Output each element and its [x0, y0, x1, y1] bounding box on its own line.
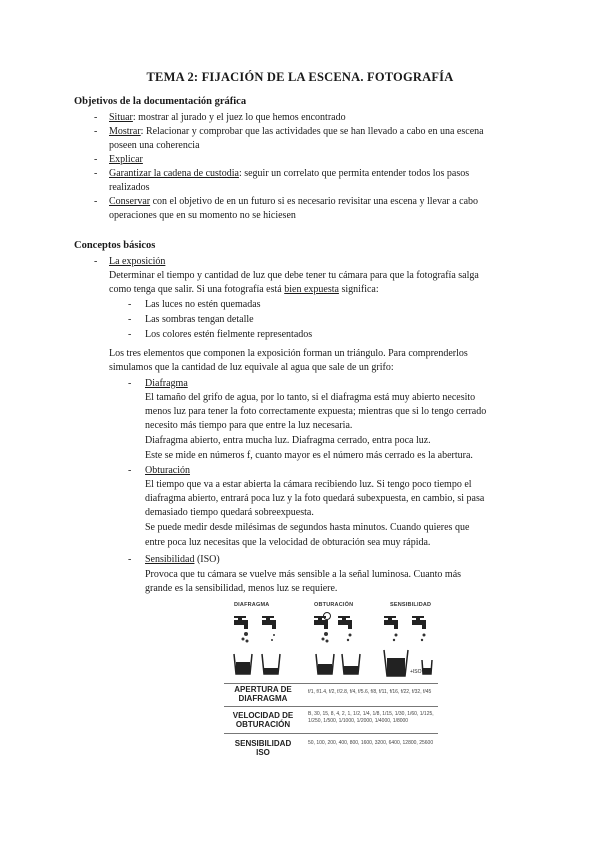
faucet-icon	[384, 616, 398, 629]
item-text: : mostrar al jurado y el juez lo que hemos encontrado	[132, 112, 346, 123]
subheading-sensibilidad	[145, 553, 220, 567]
section-heading-conceptos: Conceptos básicos	[74, 240, 156, 251]
figure-header-obturacion: OBTURACIÓN	[314, 602, 354, 608]
obturacion-text: demasiado tiempo quedará sobreexpuesta.	[145, 507, 314, 518]
faucet-icon	[412, 616, 426, 629]
list-item	[109, 111, 346, 125]
item-term: Mostrar	[109, 126, 141, 137]
iso-tag: +ISO	[410, 669, 422, 675]
figure-header-diafragma: DIAFRAGMA	[234, 602, 270, 608]
subheading-diafragma: Diafragma	[145, 378, 188, 389]
text: como tenga que salir. Si una fotografía está	[109, 284, 285, 295]
list-dash: -	[94, 154, 98, 165]
text: significa:	[338, 284, 379, 295]
sensibilidad-text: Provoca que tu cámara se vuelve más sensible a la señal luminosa. Cuanto más	[145, 569, 462, 580]
item-term: Conservar	[109, 196, 151, 207]
figure-header-sensibilidad: SENSIBILIDAD	[390, 602, 432, 608]
item-text: : seguir un correlato que permita entender todos los pasos	[238, 168, 470, 179]
water-drop-icon	[393, 634, 426, 642]
obturacion-text: diafragma abierto, entrará poca luz y la foto quedará subexpuesta, en cambio, si pasa	[145, 493, 485, 504]
triangulo-text: Los tres elementos que componen la exposición forman un triángulo. Para comprenderlos	[109, 348, 468, 359]
water-drop-icon	[242, 632, 276, 643]
list-dash: -	[128, 465, 132, 476]
exposicion-text: Determinar el tiempo y cantidad de luz que debe tener tu cámara para que la fotografía salga	[109, 270, 479, 281]
water-drop-icon	[322, 632, 352, 643]
list-dash: -	[94, 196, 98, 207]
diafragma-text: El tamaño del grifo de agua, por lo tanto, si el diafragma está muy abierto necesito	[145, 392, 476, 403]
exposicion-text	[109, 283, 379, 297]
water-level-icon	[264, 668, 278, 674]
item-term: Explicar	[109, 154, 143, 165]
diafragma-text: menos luz para tener la foto correctamente expuesta; mientras que si lo tengo cerrado	[145, 406, 487, 417]
item-text-cont: operaciones que en su momento no se hiciesen	[109, 210, 296, 221]
faucet-icon	[314, 616, 328, 629]
figure-divider	[224, 683, 438, 684]
list-dash: -	[128, 554, 132, 565]
label-line: ISO	[256, 747, 270, 757]
water-level-icon	[236, 662, 250, 674]
obturacion-text: Se puede medir desde milésimas de segundos hasta minutos. Cuando quieres que	[145, 522, 470, 533]
list-dash: -	[94, 126, 98, 137]
row-label-velocidad	[222, 712, 304, 729]
diafragma-text: Este se mide en números f, cuanto mayor es el número más cerrado es la abertura.	[145, 450, 473, 461]
label-line: VELOCIDAD DE	[232, 711, 294, 720]
list-dash: -	[128, 314, 132, 325]
item-term: Situar	[109, 112, 133, 123]
row-values-apertura: f/1, f/1.4, f/2, f/2.8, f/4, f/5.6, f/8, f/11, f/16, f/22, f/32, f/45	[308, 689, 432, 695]
row-values-iso: 50, 100, 200, 400, 800, 1600, 3200, 6400, 12800, 25600	[308, 740, 434, 746]
list-dash: -	[128, 299, 132, 310]
subheading-obturacion: Obturación	[145, 465, 190, 476]
page-title: TEMA 2: FIJACIÓN DE LA ESCENA. FOTOGRAFÍA	[146, 70, 454, 84]
item-term: Garantizar la cadena de custodia	[109, 168, 239, 179]
item-text-cont: poseen una coherencia	[109, 140, 200, 151]
diafragma-text: necesito más tiempo para que entre la luz necesaria.	[145, 420, 353, 431]
obturacion-text: El tiempo que va a estar abierta la cámara recibiendo luz. Si tengo poco tiempo el	[145, 479, 472, 490]
list-item	[109, 195, 478, 209]
water-level-icon	[423, 668, 431, 674]
item-text: con el objetivo de en un futuro si es necesario revisitar una escena y llevar a cabo	[150, 196, 479, 207]
list-dash: -	[128, 378, 132, 389]
underlined-term: Sensibilidad	[145, 554, 195, 565]
row-values-velocidad: B, 30, 15, 8, 4, 2, 1, 1/2, 1/4, 1/8, 1/15, 1/30, 1/60, 1/125, 1/250, 1/500, 1/1000, 1/2000, 1/4000, 1/8000	[308, 711, 434, 724]
exposure-figure	[222, 602, 440, 762]
underlined-term: bien expuesta	[284, 284, 339, 295]
water-level-icon	[344, 666, 358, 674]
bullet-item: Las luces no estén quemadas	[145, 299, 261, 310]
triangulo-text: simulamos que la cantidad de luz equivale al agua que sale de un grifo:	[109, 362, 394, 373]
list-dash: -	[94, 256, 98, 267]
sensibilidad-text: grande es la sensibilidad, menos luz se requiere.	[145, 583, 338, 594]
faucet-icon	[262, 616, 276, 629]
row-label-sensibilidad	[222, 740, 304, 757]
bullet-item: Los colores estén fielmente representados	[145, 329, 313, 340]
item-text: : Relacionar y comprobar que las actividades que se han llevado a cabo en una escena	[140, 126, 484, 137]
list-dash: -	[94, 168, 98, 179]
text: (ISO)	[194, 554, 220, 565]
list-dash: -	[94, 112, 98, 123]
faucet-icon	[338, 616, 352, 629]
faucets-illustration	[222, 610, 440, 686]
water-level-icon	[387, 658, 405, 676]
bullet-item: Las sombras tengan detalle	[145, 314, 254, 325]
list-item	[109, 125, 484, 139]
label-line: OBTURACIÓN	[235, 719, 291, 729]
row-label-apertura	[222, 686, 304, 703]
label-line: SENSIBILIDAD	[234, 739, 292, 748]
faucet-icon	[234, 616, 248, 629]
list-item	[109, 167, 469, 181]
obturacion-text: entre poca luz necesitas que la velocidad de obturación sea muy rápida.	[145, 537, 431, 548]
figure-divider	[224, 706, 438, 707]
water-level-icon	[318, 664, 332, 674]
list-item	[109, 153, 143, 167]
subheading-exposicion: La exposición	[109, 256, 166, 267]
item-text-cont: realizados	[109, 182, 150, 193]
section-heading-objetivos: Objetivos de la documentación gráfica	[74, 96, 247, 107]
label-line: DIAFRAGMA	[238, 693, 288, 703]
diafragma-text: Diafragma abierto, entra mucha luz. Diafragma cerrado, entra poca luz.	[145, 435, 431, 446]
label-line: APERTURA DE	[234, 685, 292, 694]
list-dash: -	[128, 329, 132, 340]
figure-divider	[224, 733, 438, 734]
